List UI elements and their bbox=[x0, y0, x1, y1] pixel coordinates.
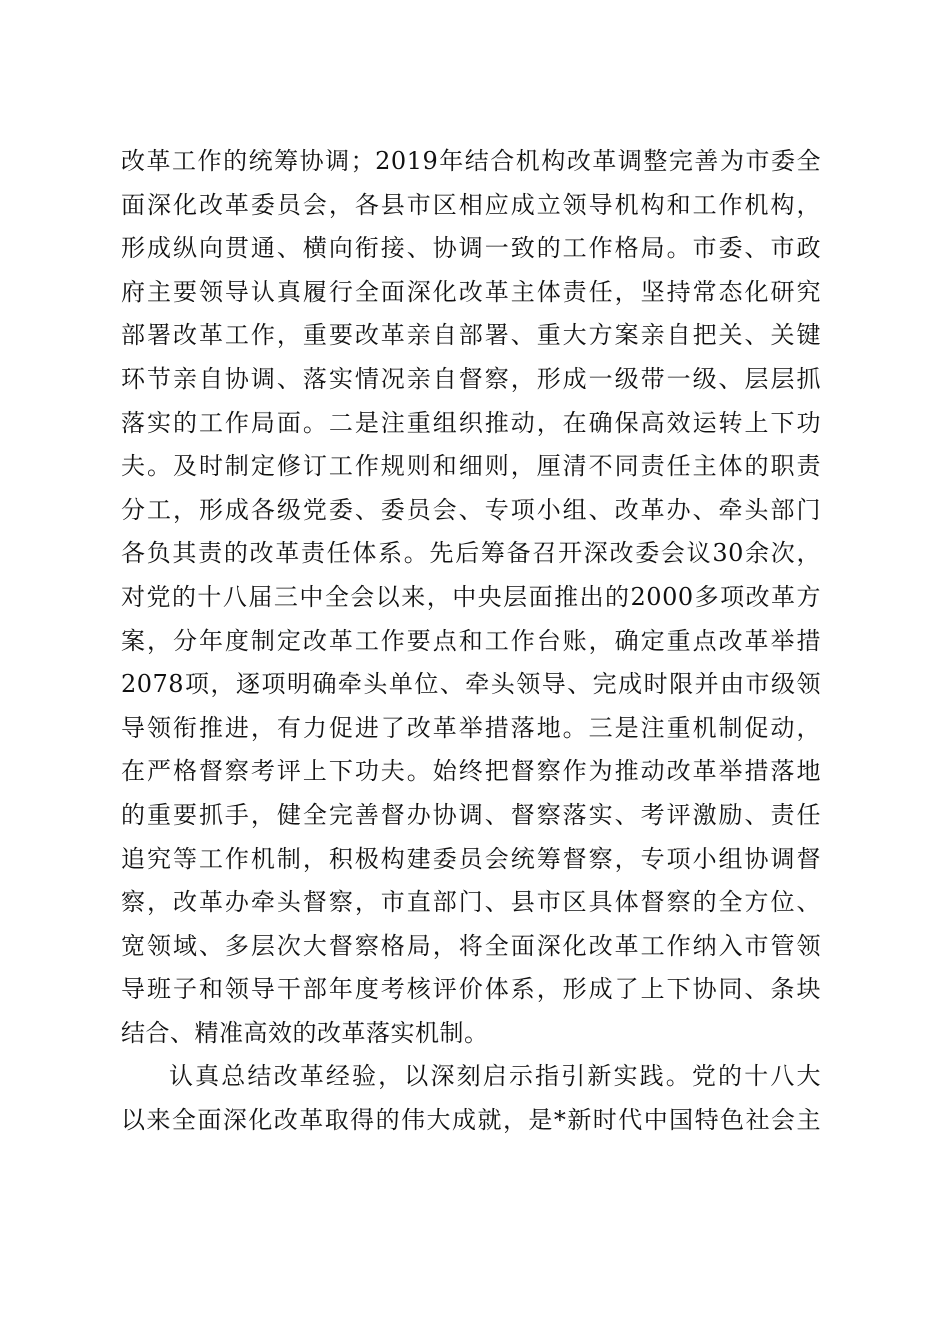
text-line: 形成纵向贯通、横向衔接、协调一致的工作格局。市委、市政 bbox=[121, 234, 821, 263]
text-line: 导领衔推进，有力促进了改革举措落地。三是注重机制促动， bbox=[121, 713, 821, 742]
text-line: 夫。及时制定修订工作规则和细则，厘清不同责任主体的职责 bbox=[121, 452, 821, 481]
text-line: 面深化改革委员会，各县市区相应成立领导机构和工作机构， bbox=[121, 190, 821, 219]
document-body bbox=[121, 140, 821, 1143]
text-line: 2078项，逐项明确牵头单位、牵头领导、完成时限并由市级领 bbox=[121, 670, 821, 699]
text-line: 部署改革工作，重要改革亲自部署、重大方案亲自把关、关键 bbox=[121, 321, 821, 350]
text-line: 结合、精准高效的改革落实机制。 bbox=[121, 1018, 489, 1047]
text-line: 分工，形成各级党委、委员会、专项小组、改革办、牵头部门 bbox=[121, 495, 821, 524]
text-line: 追究等工作机制，积极构建委员会统筹督察，专项小组协调督 bbox=[121, 844, 821, 873]
text-line: 的重要抓手，健全完善督办协调、督察落实、考评激励、责任 bbox=[121, 800, 821, 829]
text-line: 各负其责的改革责任体系。先后筹备召开深改委会议30余次， bbox=[121, 539, 821, 568]
text-line: 案，分年度制定改革工作要点和工作台账，确定重点改革举措 bbox=[121, 626, 821, 655]
text-line: 府主要领导认真履行全面深化改革主体责任，坚持常态化研究 bbox=[121, 277, 821, 306]
text-line: 在严格督察考评上下功夫。始终把督察作为推动改革举措落地 bbox=[121, 757, 821, 786]
paragraph-2 bbox=[121, 1055, 821, 1142]
text-line: 导班子和领导干部年度考核评价体系，形成了上下协同、条块 bbox=[121, 975, 821, 1004]
text-line: 落实的工作局面。二是注重组织推动，在确保高效运转上下功 bbox=[121, 408, 821, 437]
paragraph-1 bbox=[121, 140, 821, 1055]
text-line: 环节亲自协调、落实情况亲自督察，形成一级带一级、层层抓 bbox=[121, 364, 821, 393]
text-line: 察，改革办牵头督察，市直部门、县市区具体督察的全方位、 bbox=[121, 888, 821, 917]
text-line: 对党的十八届三中全会以来，中央层面推出的2000多项改革方 bbox=[121, 582, 821, 611]
text-line: 认真总结改革经验，以深刻启示指引新实践。党的十八大 bbox=[169, 1062, 821, 1091]
text-line: 以来全面深化改革取得的伟大成就，是*新时代中国特色社会主 bbox=[121, 1106, 821, 1135]
text-line: 宽领域、多层次大督察格局，将全面深化改革工作纳入市管领 bbox=[121, 931, 821, 960]
text-line: 改革工作的统筹协调；2019年结合机构改革调整完善为市委全 bbox=[121, 147, 821, 175]
